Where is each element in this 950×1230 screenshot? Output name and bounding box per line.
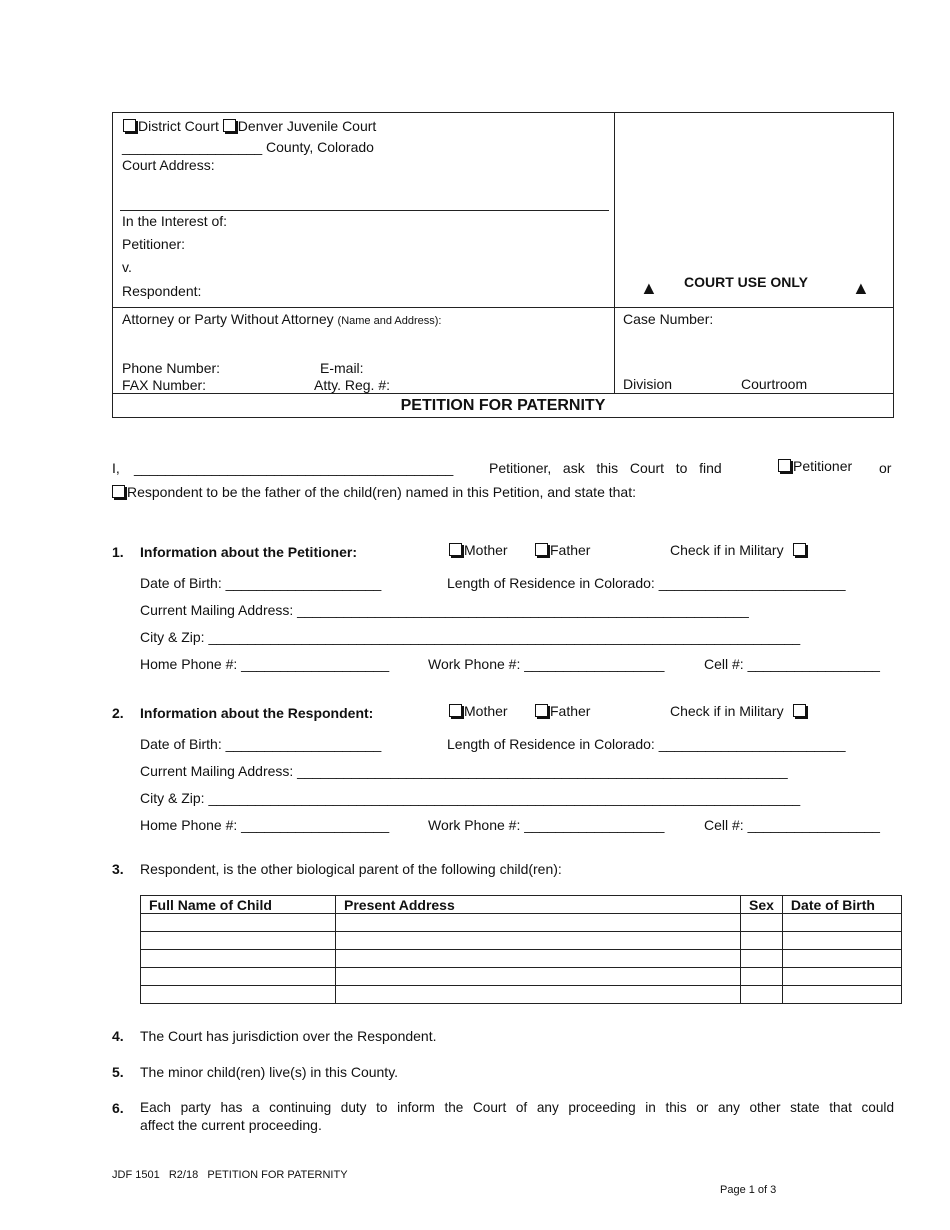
s2-father-checkbox[interactable] <box>535 704 548 717</box>
division-label: Division <box>623 376 673 392</box>
cell-name[interactable] <box>141 968 336 986</box>
col-date-of-birth: Date of Birth <box>782 896 901 914</box>
denver-juvenile-label: Denver Juvenile Court <box>237 118 377 134</box>
interest-of-label: In the Interest of: <box>122 213 228 229</box>
cell-address[interactable] <box>336 914 741 932</box>
cell-name[interactable] <box>141 986 336 1004</box>
petitioner-name-field[interactable]: _________________________________________ <box>134 460 454 476</box>
intro-petitioner-option <box>778 458 852 474</box>
email-label: E-mail: <box>320 360 364 376</box>
cell-dob[interactable] <box>782 986 901 1004</box>
cell-sex[interactable] <box>741 986 783 1004</box>
s2-military-checkbox[interactable] <box>793 704 806 717</box>
s4-num: 4. <box>112 1028 124 1044</box>
s2-father-label: Father <box>550 703 591 719</box>
petitioner-label: Petitioner: <box>122 236 186 252</box>
s2-cell-field[interactable]: Cell #: _________________ <box>704 817 880 833</box>
caption-box <box>112 112 894 418</box>
col-present-address: Present Address <box>336 896 741 914</box>
s2-home-phone-field[interactable]: Home Phone #: ___________________ <box>140 817 390 833</box>
document-title: PETITION FOR PATERNITY <box>400 397 606 414</box>
s3-num: 3. <box>112 861 124 877</box>
s2-mother-checkbox[interactable] <box>449 704 462 717</box>
intro-or: or <box>879 460 892 476</box>
form-id: JDF 1501 R2/18 PETITION FOR PATERNITY <box>112 1169 348 1181</box>
s2-mother-option <box>449 703 508 719</box>
s4-text: The Court has jurisdiction over the Respondent. <box>140 1028 437 1044</box>
cell-dob[interactable] <box>782 914 901 932</box>
s1-mother-option <box>449 542 508 558</box>
triangle-right-icon: ▲ <box>852 278 870 298</box>
s1-home-phone-field[interactable]: Home Phone #: ___________________ <box>140 656 390 672</box>
s1-mailing-field[interactable]: Current Mailing Address: __________________________________________________________ <box>140 602 749 618</box>
s5-num: 5. <box>112 1064 124 1080</box>
s1-mother-label: Mother <box>464 542 508 558</box>
s2-residence-field[interactable]: Length of Residence in Colorado: ________________________ <box>447 736 846 752</box>
cell-name[interactable] <box>141 932 336 950</box>
s2-title: Information about the Respondent: <box>140 705 374 721</box>
attorney-note: (Name and Address): <box>337 315 442 327</box>
district-court-checkbox[interactable] <box>123 119 136 132</box>
cell-name[interactable] <box>141 914 336 932</box>
table-row <box>141 914 902 932</box>
children-table <box>140 895 902 1004</box>
phone-label: Phone Number: <box>122 360 221 376</box>
denver-juvenile-checkbox[interactable] <box>223 119 236 132</box>
cell-name[interactable] <box>141 950 336 968</box>
s1-work-phone-field[interactable]: Work Phone #: __________________ <box>428 656 665 672</box>
cell-address[interactable] <box>336 968 741 986</box>
cell-sex[interactable] <box>741 932 783 950</box>
s2-city-field[interactable]: City & Zip: ____________________________________________________________________________ <box>140 790 801 806</box>
district-court-label: District Court <box>138 118 219 134</box>
cell-address[interactable] <box>336 932 741 950</box>
cell-address[interactable] <box>336 986 741 1004</box>
cell-sex[interactable] <box>741 950 783 968</box>
s1-mother-checkbox[interactable] <box>449 543 462 556</box>
s2-mother-label: Mother <box>464 703 508 719</box>
s2-military-option <box>670 703 808 719</box>
case-number-label: Case Number: <box>623 311 714 327</box>
find-petitioner-checkbox[interactable] <box>778 459 791 472</box>
attorney-text: Attorney or Party Without Attorney <box>122 311 334 327</box>
s2-military-label: Check if in Military <box>670 703 784 719</box>
court-address-label: Court Address: <box>122 157 215 173</box>
table-row <box>141 986 902 1004</box>
atty-reg-label: Atty. Reg. #: <box>314 377 390 393</box>
find-respondent-checkbox[interactable] <box>112 485 125 498</box>
fax-label: FAX Number: <box>122 377 207 393</box>
triangle-left-icon: ▲ <box>640 278 658 298</box>
table-row <box>141 968 902 986</box>
s1-city-field[interactable]: City & Zip: ____________________________________________________________________________ <box>140 629 801 645</box>
courtroom-label: Courtroom <box>741 376 808 392</box>
table-row <box>141 932 902 950</box>
s3-text: Respondent, is the other biological parent of the following child(ren): <box>140 861 562 877</box>
county-field[interactable]: __________________ County, Colorado <box>122 139 374 155</box>
col-full-name: Full Name of Child <box>141 896 336 914</box>
cell-address[interactable] <box>336 950 741 968</box>
s6-text-line2: affect the current proceeding. <box>140 1117 322 1133</box>
s2-mailing-field[interactable]: Current Mailing Address: _______________________________________________________________ <box>140 763 788 779</box>
s6-num: 6. <box>112 1100 124 1116</box>
s1-title: Information about the Petitioner: <box>140 544 357 560</box>
cell-sex[interactable] <box>741 914 783 932</box>
caption-divider <box>614 112 615 393</box>
s1-dob-field[interactable]: Date of Birth: ____________________ <box>140 575 382 591</box>
s1-residence-field[interactable]: Length of Residence in Colorado: ________________________ <box>447 575 846 591</box>
s1-father-checkbox[interactable] <box>535 543 548 556</box>
intro-ask: Petitioner, ask this Court to find <box>489 460 722 476</box>
s1-father-option <box>535 542 590 558</box>
court-use-only: COURT USE ONLY <box>684 274 808 290</box>
s6-text-line1: Each party has a continuing duty to inform the Court of any proceeding in this or any other state that could <box>140 1100 894 1115</box>
s2-dob-field[interactable]: Date of Birth: ____________________ <box>140 736 382 752</box>
s1-father-label: Father <box>550 542 591 558</box>
s2-father-option <box>535 703 590 719</box>
s1-military-label: Check if in Military <box>670 542 784 558</box>
caption-mid-line <box>112 307 894 308</box>
court-address-line <box>120 210 609 211</box>
versus-label: v. <box>122 259 132 275</box>
attorney-label <box>122 311 441 327</box>
cell-dob[interactable] <box>782 968 901 986</box>
s1-num: 1. <box>112 544 124 560</box>
s1-cell-field[interactable]: Cell #: _________________ <box>704 656 880 672</box>
s2-num: 2. <box>112 705 124 721</box>
cell-dob[interactable] <box>782 932 901 950</box>
s2-work-phone-field[interactable]: Work Phone #: __________________ <box>428 817 665 833</box>
cell-sex[interactable] <box>741 968 783 986</box>
children-table-header <box>141 896 902 914</box>
intro-line2-text: Respondent to be the father of the child(ren) named in this Petition, and state that: <box>127 484 636 500</box>
intro-line2 <box>112 484 636 500</box>
page-number: Page 1 of 3 <box>720 1184 777 1196</box>
col-sex: Sex <box>741 896 783 914</box>
table-row <box>141 950 902 968</box>
s1-military-checkbox[interactable] <box>793 543 806 556</box>
s5-text: The minor child(ren) live(s) in this County. <box>140 1064 399 1080</box>
cell-dob[interactable] <box>782 950 901 968</box>
caption-title-line <box>112 393 894 394</box>
intro-i: I, <box>112 460 120 476</box>
court-selection <box>123 118 376 134</box>
respondent-label: Respondent: <box>122 283 202 299</box>
s1-military-option <box>670 542 808 558</box>
find-petitioner-label: Petitioner <box>793 458 853 474</box>
